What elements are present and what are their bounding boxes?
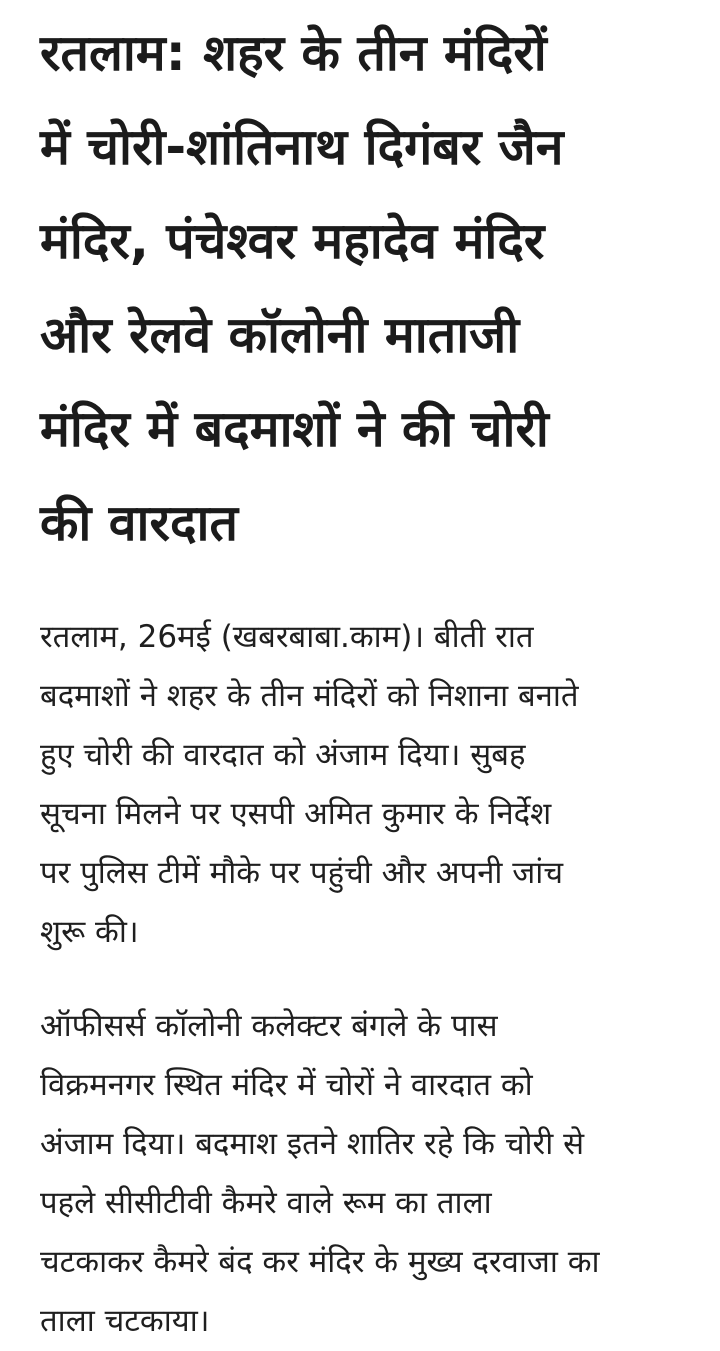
headline-line: की वारदात — [40, 494, 238, 552]
headline-line: और रेलवे कॉलोनी माताजी — [40, 306, 520, 364]
headline-line: में चोरी-शांतिनाथ दिगंबर जैन — [40, 118, 564, 176]
article-headline — [40, 0, 690, 570]
paragraph-line: ताला चटकाया। — [40, 1303, 210, 1339]
paragraph-line: हुए चोरी की वारदात को अंजाम दिया। सुबह — [40, 737, 526, 773]
paragraph-line: अंजाम दिया। बदमाश इतने शातिर रहे कि चोरी से — [40, 1126, 585, 1162]
paragraph-line: ऑफीसर्स कॉलोनी कलेक्टर बंगले के पास — [40, 1008, 498, 1044]
paragraph-line: पहले सीसीटीवी कैमरे वाले रूम का ताला — [40, 1185, 492, 1221]
headline-line: मंदिर, पंचेश्वर महादेव मंदिर — [40, 212, 545, 270]
article-paragraph-intro — [40, 608, 579, 962]
paragraph-line: पर पुलिस टीमें मौके पर पहुंची और अपनी जांच — [40, 855, 563, 891]
paragraph-line: बदमाशों ने शहर के तीन मंदिरों को निशाना बनाते — [40, 678, 579, 714]
article — [40, 0, 690, 1339]
paragraph-line: विक्रमनगर स्थित मंदिर में चोरों ने वारदात को — [40, 1067, 533, 1103]
paragraph-line: शुरू की। — [40, 914, 139, 950]
headline-line: मंदिर में बदमाशों ने की चोरी — [40, 400, 549, 458]
article-paragraph-details — [40, 997, 600, 1351]
paragraph-line: चटकाकर कैमरे बंद कर मंदिर के मुख्य दरवाजा का — [40, 1244, 600, 1280]
paragraph-line: सूचना मिलने पर एसपी अमित कुमार के निर्देश — [40, 796, 552, 832]
headline-line: रतलाम: शहर के तीन मंदिरों — [40, 24, 547, 82]
paragraph-line: रतलाम, 26मई (खबरबाबा.काम)। बीती रात — [40, 619, 534, 655]
